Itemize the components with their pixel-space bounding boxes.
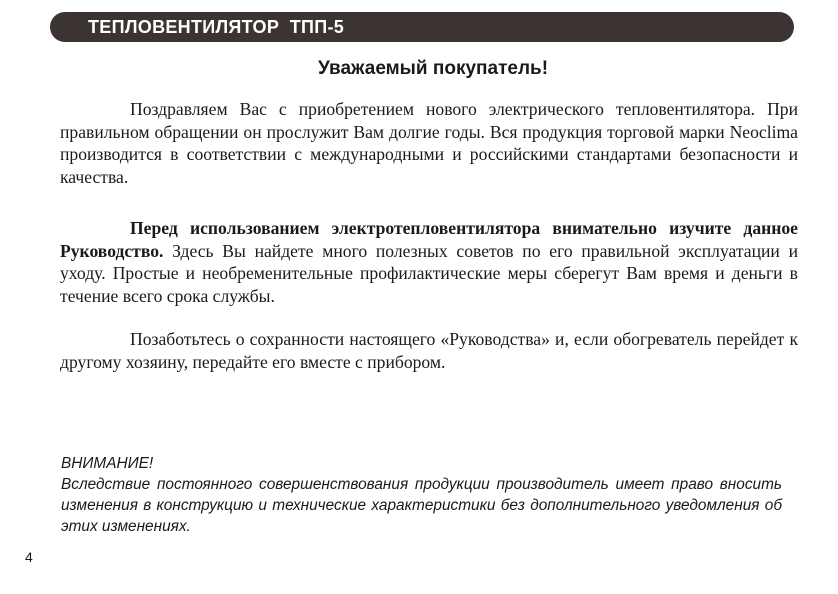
document-title: ТЕПЛОВЕНТИЛЯТОР ТПП-5 [88,16,345,37]
paragraph-congratulations: Поздравляем Вас с приобретением нового электрического тепловентилятора. При правильном обращении он прослужит Вам долгие годы. Вся продукция торговой марки Neoclima производится в соответствии с международными и российскими стандартами безопасности и качества. [60,99,798,187]
paragraph-read-manual-bold: Перед использованием электротепловентилятора внимательно изучите данное Руководство. [60,218,798,261]
paragraph-read-manual-rest: Здесь Вы найдете много полезных советов по его правильной эксплуатации и уходу. Простые и необременительные профилактические меры сберегут Вам время и деньги в течение всего срока службы. [60,240,798,306]
warning-title: ВНИМАНИЕ! [61,455,154,472]
warning-block [61,453,782,537]
paragraph-read-manual [60,217,798,307]
warning-text: Вследствие постоянного совершенствования продукции производитель имеет право вносить изменения в конструкцию и технические характеристики без дополнительного уведомления об этих изменениях. [61,476,782,535]
paragraph-keep-manual: Позаботьтесь о сохранности настоящего «Руководства» и, если обогреватель перейдет к другому хозяину, передайте его вместе с прибором. [60,329,798,372]
greeting-heading: Уважаемый покупатель! [317,58,549,79]
page-number: 4 [25,549,33,565]
header-bar [50,12,794,42]
